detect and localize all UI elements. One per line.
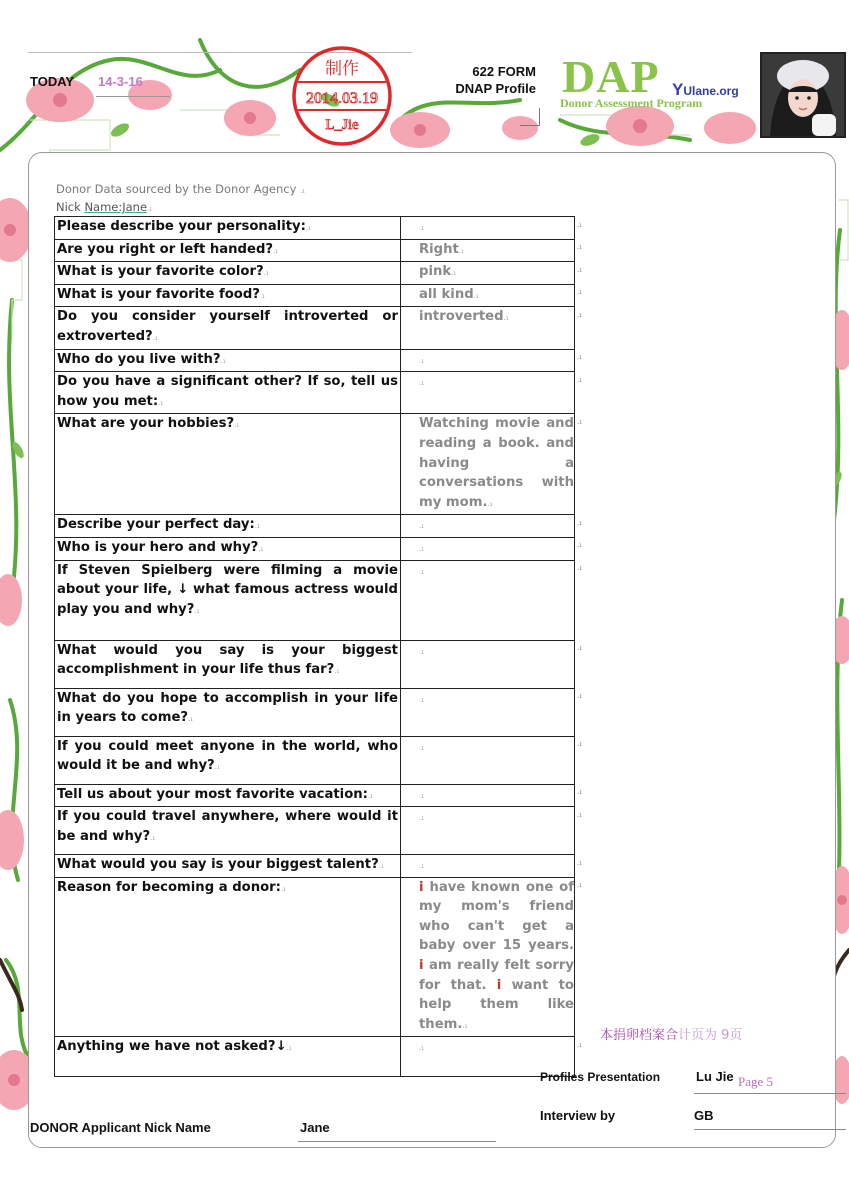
today-date: 14-3-16 [98, 74, 143, 89]
nick-name-line: Nick Name:Jane.₁ [56, 200, 153, 214]
question-cell: Do you have a significant other? If so, tell us how you met:.₁ [55, 372, 401, 414]
question-cell: If you could meet anyone in the world, who would it be and why?.₁ [55, 736, 401, 784]
answer-cell: .₁ [401, 217, 575, 240]
applicant-underline [298, 1141, 496, 1142]
row-end-mark: .₁ [577, 1040, 583, 1049]
nick-prefix: Nick [56, 200, 85, 214]
question-text: Who is your hero and why? [57, 539, 259, 555]
stamp-name-text: L_Jie [325, 117, 359, 133]
question-row [55, 1037, 575, 1077]
question-cell: Anything we have not asked?↓.₁ [55, 1037, 401, 1077]
question-cell: Are you right or left handed?.₁ [55, 239, 401, 262]
question-cell: Who is your hero and why?.₁ [55, 537, 401, 560]
header-bracket [520, 108, 540, 126]
row-end-mark: .₁ [577, 858, 583, 867]
form-number: 622 FORM [472, 64, 536, 79]
answer-cell: .₁ [401, 688, 575, 736]
today-underline [96, 96, 170, 97]
question-cell: Reason for becoming a donor:.₁ [55, 877, 401, 1037]
yulane-rest: Ulane.org [683, 84, 739, 98]
answer-text: Watching movie and reading a book. and having a conversations with my mom. [419, 416, 574, 510]
row-end-mark: .₁ [577, 810, 583, 819]
answer-cell: .₁ [401, 537, 575, 560]
question-text: If you could meet anyone in the world, who would it be and why? [57, 738, 398, 774]
question-text: Tell us about your most favorite vacation: [57, 786, 368, 802]
answer-cell: i have known one of my mom's friend who can't get a baby over 15 years. i am really felt sorry for that. i want to help them like them..₁ [401, 877, 575, 1037]
question-row [55, 855, 575, 878]
source-text: Donor Data sourced by the Donor Agency [56, 182, 297, 196]
row-end-mark: .₁ [577, 518, 583, 527]
question-cell: Do you consider yourself introverted or extroverted?.₁ [55, 307, 401, 349]
question-row [55, 560, 575, 640]
today-label: TODAY [30, 74, 75, 89]
row-end-mark: .₁ [577, 881, 583, 890]
question-text: Describe your perfect day: [57, 517, 255, 533]
question-row [55, 262, 575, 285]
answer-cell: pink.₁ [401, 262, 575, 285]
question-text: What is your favorite color? [57, 264, 264, 280]
questionnaire-table [54, 216, 575, 1077]
stamp-top-text: 制作 [325, 59, 359, 79]
answer-cell: .₁ [401, 372, 575, 414]
question-row [55, 640, 575, 688]
dap-logo: DAP [562, 51, 660, 102]
row-end-mark: .₁ [577, 265, 583, 274]
question-row [55, 688, 575, 736]
question-cell: If Steven Spielberg were filming a movie about your life, ↓ what famous actress would play you and why?.₁ [55, 560, 401, 640]
question-row [55, 349, 575, 372]
question-row [55, 372, 575, 414]
question-cell: Who do you live with?.₁ [55, 349, 401, 372]
question-cell: What is your favorite color?.₁ [55, 262, 401, 285]
question-row [55, 807, 575, 855]
answer-cell: Watching movie and reading a book. and having a conversations with my mom..₁ [401, 414, 575, 515]
applicant-nick-name: Jane [300, 1120, 330, 1135]
question-text: Please describe your personality: [57, 219, 306, 234]
question-row [55, 877, 575, 1037]
answer-cell: .₁ [401, 349, 575, 372]
question-text: What do you hope to accomplish in your life in years to come? [57, 690, 398, 726]
row-end-mark: .₁ [577, 220, 583, 229]
question-row [55, 239, 575, 262]
donor-photo-image [762, 54, 844, 136]
question-cell: Describe your perfect day:.₁ [55, 515, 401, 538]
row-end-mark: .₁ [577, 541, 583, 550]
stamp-date-text: 2014.03.19 [306, 90, 378, 107]
interviewer-name: GB [694, 1108, 714, 1123]
answer-text: introverted [419, 309, 504, 325]
page-number: Page 5 [738, 1074, 774, 1089]
profiles-presentation-label: Profiles Presentation [540, 1070, 661, 1084]
official-seal-stamp [290, 44, 394, 148]
row-end-mark: .₁ [577, 243, 583, 252]
answer-cell: .₁ [401, 736, 575, 784]
interview-by-label: Interview by [540, 1108, 616, 1123]
question-text: If you could travel anywhere, where would it be and why? [57, 809, 398, 844]
question-cell: Tell us about your most favorite vacation:.₁ [55, 784, 401, 807]
nick-name-value: Name:Jane [84, 200, 148, 214]
answer-text: all kind [419, 286, 474, 302]
yulane-initial: Y [672, 80, 684, 99]
question-row [55, 414, 575, 515]
page-count-main: 本捐卵档案合 [600, 1028, 679, 1043]
answer-cell: .₁ [401, 855, 575, 878]
answer-cell: .₁ [401, 807, 575, 855]
question-row [55, 217, 575, 240]
answer-text: i have known one of my mom's friend who can't get a baby over 15 years. i am really felt sorry for that. i want to help them like them. [419, 879, 574, 1032]
donor-photo [760, 52, 846, 138]
row-end-mark: .₁ [577, 740, 583, 748]
question-row [55, 307, 575, 349]
question-cell: What do you hope to accomplish in your life in years to come?.₁ [55, 688, 401, 736]
dap-subtitle: Donor Assessment Program [560, 96, 703, 110]
question-cell: Please describe your personality:.₁ [55, 217, 401, 240]
answer-cell: .₁ [401, 784, 575, 807]
question-text: What would you say is your biggest talent? [57, 857, 379, 873]
question-cell: If you could travel anywhere, where would it be and why?.₁ [55, 807, 401, 855]
question-row [55, 784, 575, 807]
page-count-rest: 计页为 9页 [678, 1028, 743, 1043]
answer-cell: .₁ [401, 640, 575, 688]
question-cell: What is your favorite food?.₁ [55, 284, 401, 307]
row-end-mark: .₁ [577, 375, 583, 384]
question-row [55, 284, 575, 307]
question-cell: What would you say is your biggest accomplishment in your life thus far?.₁ [55, 640, 401, 688]
row-end-mark: .₁ [577, 353, 583, 362]
row-end-mark: .₁ [577, 788, 583, 796]
question-text: Reason for becoming a donor: [57, 879, 281, 895]
answer-cell: .₁ [401, 515, 575, 538]
donor-data-source: Donor Data sourced by the Donor Agency .₁ [56, 182, 306, 196]
row-end-mark: .₁ [577, 288, 583, 297]
question-text: Do you have a significant other? If so, tell us how you met: [57, 374, 398, 409]
question-text: Are you right or left handed? [57, 241, 274, 257]
page-count-note [600, 1024, 742, 1043]
answer-text: pink [419, 264, 452, 280]
question-text: Anything we have not asked?↓ [57, 1039, 287, 1055]
answer-text: Right [419, 241, 459, 257]
row-end-mark: .₁ [577, 564, 583, 572]
question-text: What would you say is your biggest accomplishment in your life thus far? [57, 642, 398, 678]
presenter-underline [694, 1093, 846, 1094]
presenter-name: Lu Jie [696, 1069, 734, 1084]
form-name: DNAP Profile [455, 81, 536, 96]
question-row [55, 515, 575, 538]
question-text: Who do you live with? [57, 351, 221, 367]
answer-cell: introverted.₁ [401, 307, 575, 349]
applicant-nick-name-label: DONOR Applicant Nick Name [30, 1120, 211, 1135]
row-end-mark: .₁ [577, 310, 583, 319]
answer-cell: .₁ [401, 560, 575, 640]
question-text: If Steven Spielberg were filming a movie about your life, ↓ what famous actress would play you and why? [57, 562, 398, 617]
interviewer-underline [694, 1129, 846, 1130]
question-cell: What would you say is your biggest talent?.₁ [55, 855, 401, 878]
answer-cell: all kind.₁ [401, 284, 575, 307]
row-end-mark: .₁ [577, 692, 583, 700]
question-row [55, 736, 575, 784]
question-text: What are your hobbies? [57, 416, 235, 432]
question-row [55, 537, 575, 560]
answer-cell: Right.₁ [401, 239, 575, 262]
question-text: What is your favorite food? [57, 286, 260, 302]
row-end-mark: .₁ [577, 417, 583, 426]
answer-cell: .₁ [401, 1037, 575, 1077]
row-end-mark: .₁ [577, 644, 583, 652]
question-text: Do you consider yourself introverted or extroverted? [57, 309, 398, 344]
question-cell: What are your hobbies?.₁ [55, 414, 401, 515]
